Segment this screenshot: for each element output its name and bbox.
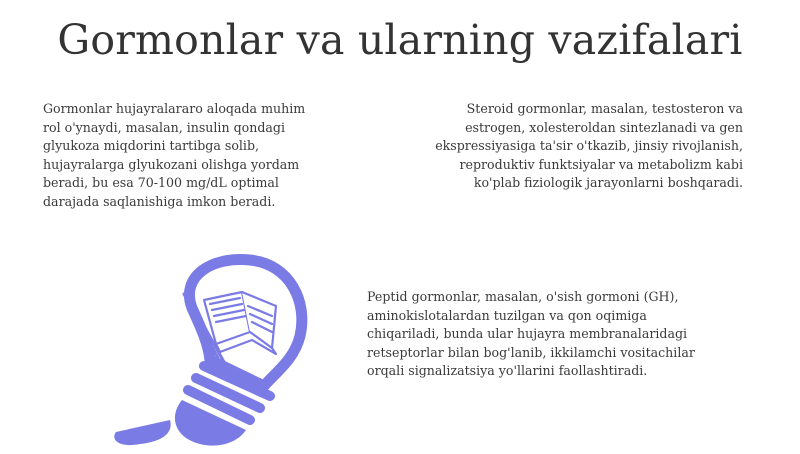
paragraph-peptide (367, 288, 695, 381)
paragraph-line: chiqariladi, bunda ular hujayra membranalaridagi (367, 326, 688, 341)
paragraph-steroid (435, 100, 743, 193)
paragraph-line: ko'plab fiziologik jarayonlarni boshqaradi. (473, 175, 743, 190)
paragraph-line: hujayralarga glyukozani olishga yordam (43, 156, 300, 172)
lightbulb-book-icon (100, 250, 315, 450)
paragraph-line: retseptorlar bilan bog'lanib, ikkilamchi vositachilar (367, 344, 695, 360)
paragraph-line: ekspressiyasiga ta'sir o'tkazib, jinsiy rivojlanish, (435, 138, 743, 153)
paragraph-line: glyukoza miqdorini tartibga solib, (43, 138, 260, 153)
paragraph-line: Peptid gormonlar, masalan, o'sish gormoni (GH), (367, 289, 679, 304)
bulb-base (175, 400, 246, 446)
paragraph-insulin (43, 100, 305, 211)
paragraph-line: orqali signalizatsiya yo'llarini faollashtiradi. (367, 363, 648, 378)
paragraph-line: Steroid gormonlar, masalan, testosteron va (466, 101, 743, 116)
paragraph-line: Gormonlar hujayralararo aloqada muhim (43, 101, 306, 116)
bulb-tip (114, 420, 170, 445)
paragraph-line: estrogen, xolesteroldan sintezlanadi va gen (465, 119, 743, 135)
paragraph-line: aminokislotalardan tuzilgan va qon oqimiga (367, 307, 647, 323)
paragraph-line: beradi, bu esa 70-100 mg/dL optimal (43, 175, 279, 190)
page-title: Gormonlar va ularning vazifalari (57, 16, 743, 64)
paragraph-line: darajada saqlanishiga imkon beradi. (43, 193, 276, 209)
paragraph-line: rol o'ynaydi, masalan, insulin qondagi (43, 119, 285, 135)
paragraph-line: reproduktiv funktsiyalar va metabolizm kabi (459, 156, 743, 172)
